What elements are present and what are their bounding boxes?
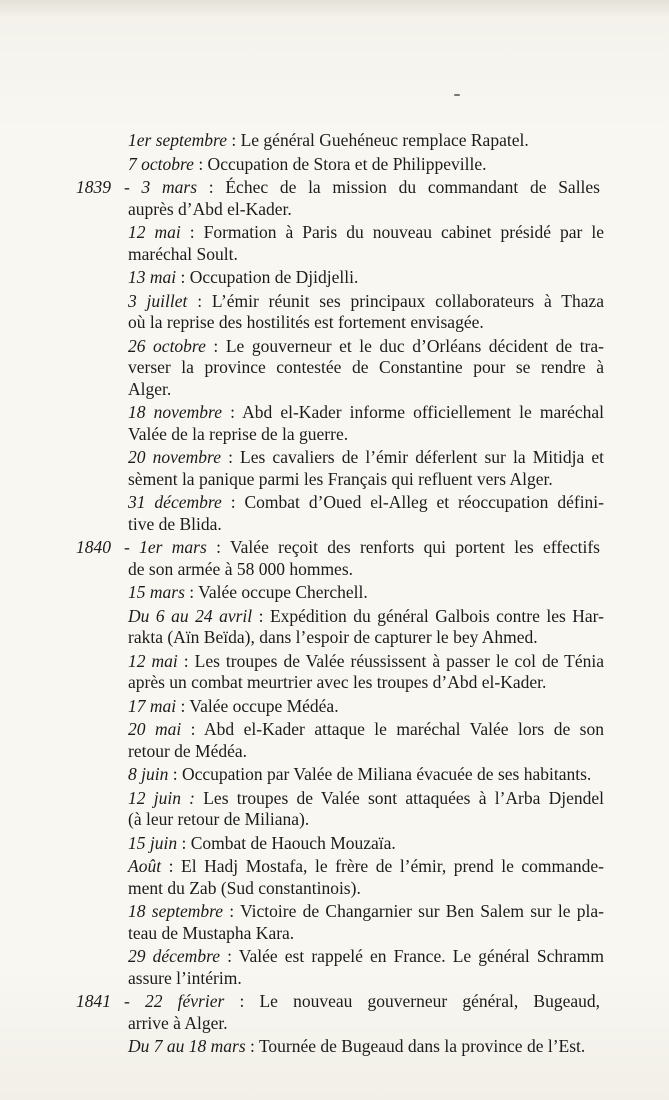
entry-text: : Occupation de Stora et de Philippeville. xyxy=(193,153,487,174)
entry-text: où la reprise des hostilités est fortement envisagée. xyxy=(128,312,484,332)
entry-date: 20 novembre xyxy=(128,447,221,467)
entry-line xyxy=(128,130,604,152)
entry-text: Valée de la reprise de la guerre. xyxy=(128,423,349,444)
entry-text: assure l’intérim. xyxy=(128,967,242,988)
entry-line xyxy=(128,1013,604,1035)
chronology-entry xyxy=(0,492,669,535)
chronology-entry xyxy=(0,222,669,265)
entry-line xyxy=(128,968,604,990)
entry-line xyxy=(128,923,604,945)
entry-line xyxy=(128,764,604,786)
entry-date: - 22 février xyxy=(124,991,225,1011)
entry-date: 12 mai xyxy=(128,222,181,242)
entry-text: retour de Médéa. xyxy=(128,740,248,761)
entry-text: de son armée à 58 000 hommes. xyxy=(128,558,354,579)
entry-date: 12 juin : xyxy=(128,787,196,808)
entry-line xyxy=(128,402,604,424)
entry-text: : Le nouveau gouverneur général, Bugeaud, xyxy=(224,991,600,1011)
entry-text: : El Hadj Mostafa, le frère de l’émir, prend le commande- xyxy=(161,856,604,876)
entry-text: : Les troupes de Valée réussissent à passer le col de Ténia xyxy=(177,650,604,671)
entry-date: 31 décembre xyxy=(128,492,222,512)
entry-line xyxy=(128,267,604,289)
entry-text: : Occupation par Valée de Miliana évacuée de ses habitants. xyxy=(168,764,592,784)
entry-line xyxy=(128,627,604,649)
chronology-entry xyxy=(0,1036,669,1058)
chronology-entry xyxy=(0,833,669,855)
entry-date: 18 novembre xyxy=(128,402,222,422)
entry-line xyxy=(128,469,604,491)
entry-line xyxy=(128,312,604,334)
entry-line xyxy=(128,901,604,923)
entry-text: rakta (Aïn Beïda), dans l’espoir de capturer le bey Ahmed. xyxy=(128,627,538,647)
chronology-entry xyxy=(0,537,669,580)
entry-date: 15 mars xyxy=(128,582,185,602)
entry-text: : Les cavaliers de l’émir déferlent sur la Mitidja et xyxy=(220,447,604,467)
entry-date: Août xyxy=(128,856,162,876)
chronology-entry xyxy=(0,788,669,831)
entry-date: 12 mai xyxy=(128,650,178,671)
chronology-entry xyxy=(0,336,669,401)
chronology-entry xyxy=(0,582,669,604)
chronology-list xyxy=(0,130,669,1060)
entry-date: - 3 mars xyxy=(124,177,198,197)
entry-date: 18 septembre xyxy=(128,901,224,921)
entry-text: : Tournée de Bugeaud dans la province de l’Est. xyxy=(245,1036,586,1056)
entry-line xyxy=(128,379,604,401)
entry-line xyxy=(128,154,604,176)
entry-text: : Le gouverneur et le duc d’Orléans décident de tra- xyxy=(205,335,604,356)
entry-text: : Valée occupe Cherchell. xyxy=(184,582,368,602)
entry-date: 7 octobre xyxy=(128,153,194,174)
entry-line xyxy=(124,537,600,559)
chronology-entry xyxy=(0,606,669,649)
entry-date: Du 7 au 18 mars xyxy=(128,1036,246,1056)
entry-text: Les troupes de Valée sont attaquées à l’Arba Djendel xyxy=(195,787,604,808)
entry-date: Du 6 au 24 avril xyxy=(128,605,253,626)
entry-text: : Valée est rappelé en France. Le général Schramm xyxy=(220,946,604,966)
entry-text: : Formation à Paris du nouveau cabinet présidé par le xyxy=(180,222,604,242)
entry-text: : Valée occupe Médéa. xyxy=(176,695,339,716)
entry-text: : L’émir réunit ses principaux collaborateurs à Thaza xyxy=(187,290,605,311)
entry-text: : Abd el-Kader informe officiellement le maréchal xyxy=(221,402,604,422)
entry-line xyxy=(128,336,604,358)
entry-line xyxy=(128,809,604,831)
entry-line xyxy=(128,244,604,266)
entry-line xyxy=(128,199,604,221)
entry-line xyxy=(128,291,604,313)
year-label: 1839 xyxy=(76,177,111,197)
entry-line xyxy=(128,222,604,244)
chronology-entry xyxy=(0,651,669,694)
entry-line xyxy=(128,788,604,810)
entry-line xyxy=(128,696,604,718)
entry-text: : Expédition du général Galbois contre les Har- xyxy=(252,605,604,626)
entry-date: 13 mai xyxy=(128,267,177,287)
entry-text: : Le général Guehéneuc remplace Rapatel. xyxy=(226,130,529,150)
chronology-entry xyxy=(0,901,669,944)
entry-date: 8 juin xyxy=(128,764,169,784)
entry-text: : Combat d’Oued el-Alleg et réoccupation défini- xyxy=(221,492,604,512)
entry-date: 29 décembre xyxy=(128,946,220,966)
entry-line xyxy=(128,719,604,741)
chronology-entry xyxy=(0,447,669,490)
entry-line xyxy=(128,672,604,694)
entry-text: après un combat meurtrier avec les troupes d’Abd el-Kader. xyxy=(128,672,547,692)
entry-text: ment du Zab (Sud constantinois). xyxy=(128,877,361,898)
entry-line xyxy=(128,606,604,628)
entry-text: auprès d’Abd el-Kader. xyxy=(128,198,292,219)
entry-line xyxy=(128,424,604,446)
entry-date: 20 mai xyxy=(128,719,182,739)
entry-text: maréchal Soult. xyxy=(128,243,238,264)
entry-line xyxy=(128,357,604,379)
entry-line xyxy=(128,946,604,968)
entry-text: verser la province contestée de Constantine pour se rendre à xyxy=(128,357,604,377)
entry-line xyxy=(128,492,604,514)
entry-text: : Occupation de Djidjelli. xyxy=(176,267,359,287)
entry-line xyxy=(128,741,604,763)
top-smudge-mark xyxy=(454,94,460,96)
entry-date: 26 octobre xyxy=(128,335,206,356)
chronology-entry xyxy=(0,946,669,989)
entry-text: : Échec de la mission du commandant de Salles xyxy=(197,177,600,197)
chronology-entry xyxy=(0,991,669,1034)
chronology-entry xyxy=(0,130,669,152)
chronology-entry xyxy=(0,402,669,445)
entry-text: : Valée reçoit des renforts qui portent les effectifs xyxy=(206,537,600,557)
entry-line xyxy=(128,833,604,855)
entry-text: : Victoire de Changarnier sur Ben Salem sur le pla- xyxy=(223,901,604,921)
entry-text: : Abd el-Kader attaque le maréchal Valée lors de son xyxy=(181,719,604,739)
entry-text: tive de Blida. xyxy=(128,513,222,534)
chronology-entry xyxy=(0,267,669,289)
chronology-entry xyxy=(0,856,669,899)
entry-text: sèment la panique parmi les Français qui refluent vers Alger. xyxy=(128,468,553,489)
chronology-entry xyxy=(0,154,669,176)
year-label: 1841 xyxy=(76,991,111,1011)
entry-line xyxy=(128,651,604,673)
entry-line xyxy=(124,991,600,1013)
entry-date: 17 mai xyxy=(128,695,177,716)
entry-date: - 1er mars xyxy=(124,537,207,557)
entry-date: 1er septembre xyxy=(128,130,227,150)
entry-line xyxy=(128,1036,604,1058)
entry-line xyxy=(128,559,604,581)
entry-date: 3 juillet xyxy=(128,290,188,311)
chronology-entry xyxy=(0,177,669,220)
entry-line xyxy=(128,447,604,469)
entry-text: : Combat de Haouch Mouzaïa. xyxy=(177,832,396,853)
entry-line xyxy=(128,856,604,878)
entry-line xyxy=(128,582,604,604)
chronology-entry xyxy=(0,719,669,762)
entry-text: teau de Mustapha Kara. xyxy=(128,922,295,943)
chronology-entry xyxy=(0,764,669,786)
entry-text: Alger. xyxy=(128,378,172,399)
entry-line xyxy=(128,514,604,536)
entry-date: 15 juin xyxy=(128,832,178,853)
entry-text: (à leur retour de Miliana). xyxy=(128,809,310,829)
chronology-entry xyxy=(0,291,669,334)
entry-text: arrive à Alger. xyxy=(128,1012,228,1033)
entry-line xyxy=(124,177,600,199)
chronology-entry xyxy=(0,696,669,718)
entry-line xyxy=(128,878,604,900)
year-label: 1840 xyxy=(76,537,111,557)
